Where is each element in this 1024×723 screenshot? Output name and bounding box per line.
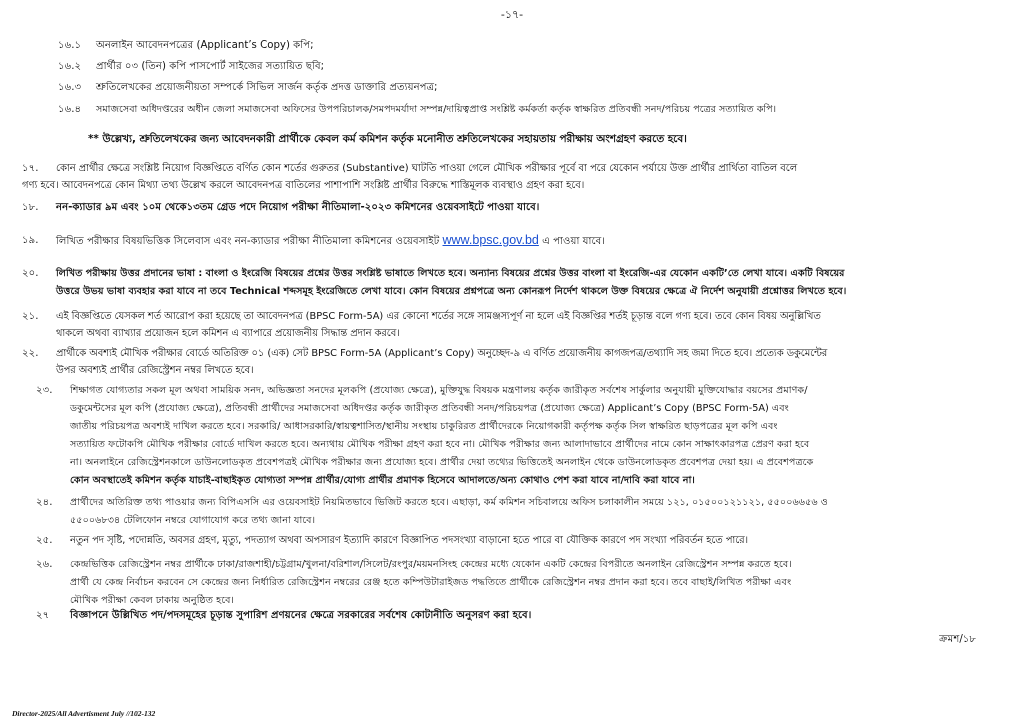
item-line: বিজ্ঞাপনে উল্লিখিত পদ/পদসমূহের চূড়ান্ত সুপারিশ প্রণয়নের ক্ষেত্রে সরকারের সর্বশেষ কোটানীতি অনুসরণ করা হবে। bbox=[70, 610, 532, 621]
item-line: থাকলে অথবা ব্যাখ্যার প্রয়োজন হলে কমিশন এ ব্যাপারে প্রয়োজনীয় সিদ্ধান্ত প্রদান করবে। bbox=[56, 328, 400, 339]
item-line: কোন অবস্থাতেই কমিশন কর্তৃক যাচাই-বাছাইকৃত যোগ্যতা সম্পন্ন প্রার্থীর/যোগ্য প্রার্থীর প্রমাণক হিসেবে আদালতে/অন্য কোথাও পেশ করা যাবে না/দাবি করা যাবে না। bbox=[70, 475, 695, 486]
item-number: ২৭ bbox=[36, 610, 50, 621]
continued-marker: ক্রমশ/১৮ bbox=[939, 634, 976, 645]
item-line: ডকুমেন্টসের মূল কপি (প্রযোজ্য ক্ষেত্রে), প্রতিবন্ধী প্রার্থীদের সমাজসেবা অধিদপ্তর কর্তৃক জারীকৃত প্রতিবন্ধী সনদ/পরিচয়পত্র (প্রযোজ্য ক্ষেত্রে) Applicant’s Copy (BPSC Form-5A) এবং bbox=[70, 403, 789, 414]
note: ** উল্লেখ্য, শ্রুতিলেখকের জন্য আবেদনকারী প্রার্থীকে কেবল কর্ম কমিশন কর্তৃক মনোনীত শ্রুতিলেখকের সহায়তায় পরীক্ষায় অংশগ্রহণ করতে হবে। bbox=[88, 133, 687, 145]
item-number: ১৯. bbox=[22, 235, 39, 246]
item-number: ২১. bbox=[22, 311, 39, 322]
page-number: -১৭- bbox=[500, 8, 524, 21]
item-number: ১৮. bbox=[22, 202, 39, 213]
item-line: লিখিত পরীক্ষায় উত্তর প্রদানের ভাষা : বাংলা ও ইংরেজি বিষয়ের প্রশ্নের উত্তর সংশ্লিষ্ট ভাষাতে লিখতে হবে। অন্যান্য বিষয়ের প্রশ্নের উত্তর বাংলা বা ইংরেজি-এর যেকোন একটি’তে লেখা যাবে। একটি বিষয়ের bbox=[56, 268, 845, 279]
item-line: কোন প্রার্থীর ক্ষেত্রে সংশ্লিষ্ট নিয়োগ বিজ্ঞপ্তিতে বর্ণিত কোন শর্তের গুরুতর (Substantive) ঘাটতি পাওয়া গেলে মৌখিক পরীক্ষার পূর্বে বা পরে যেকোন পর্যায়ে উক্ত প্রার্থীর প্রার্থিতা বাতিল বলে bbox=[56, 163, 798, 174]
item-number: ২০. bbox=[22, 268, 39, 279]
item-line: এই বিজ্ঞপ্তিতে যেসকল শর্ত আরোপ করা হয়েছে তা আবেদনপত্র (BPSC Form-5A) এর কোনো শর্তের সঙ্গে সামঞ্জস্যপূর্ণ না হলে এই বিজ্ঞপ্তির শর্তই চূড়ান্ত বলে গণ্য হবে। তবে কোন বিষয় অনুল্লিখিত bbox=[56, 311, 821, 322]
item-number: ২২. bbox=[22, 348, 39, 359]
item-line: মৌখিক পরীক্ষা কেবল ঢাকায় অনুষ্ঠিত হবে। bbox=[70, 595, 234, 606]
item-line: জাতীয় পরিচয়পত্র অবশ্যই দাখিল করতে হবে। সরকারি/ আধাসরকারি/স্বায়ত্বশাসিত/স্থানীয় সংস্থায় চাকুরিরত প্রার্থীদেরকে নিয়োগকারী কর্তৃপক্ষ কর্তৃক সিল স্বাক্ষরিত ছাড়পত্রের মূল কপি এবং bbox=[70, 421, 778, 432]
item-number: ২৬. bbox=[36, 559, 53, 570]
item-line: গণ্য হবে। আবেদনপত্রে কোন মিথ্যা তথ্য উল্লেখ করলে আবেদনপত্র বাতিলের পাশাপাশি সংশ্লিষ্ট প্রার্থীর বিরুদ্ধে শাস্তিমূলক ব্যবস্থাও গ্রহণ করা হবে। bbox=[22, 180, 585, 191]
subitem-text: প্রার্থীর ০৩ (তিন) কপি পাসপোর্ট সাইজের সত্যায়িত ছবি; bbox=[96, 61, 325, 72]
item-line: নন-ক্যাডার ৯ম এবং ১০ম থেকে১৩তম গ্রেড পদে নিয়োগ পরীক্ষা নীতিমালা-২০২৩ কমিশনের ওয়েবসাইটে পাওয়া যাবে। bbox=[56, 202, 540, 213]
website-link[interactable]: www.bpsc.gov.bd bbox=[442, 233, 539, 247]
subitem-text: অনলাইন আবেদনপত্রের (Applicant’s Copy) কপি; bbox=[96, 40, 314, 51]
item-number: ১৭. bbox=[22, 163, 39, 174]
item-line: উপর অবশ্যই প্রার্থীর রেজিস্ট্রেশন নম্বর লিখতে হবে। bbox=[56, 365, 254, 376]
item-line: না। অনলাইনে রেজিস্ট্রেশনকালে ডাউনলোডকৃত প্রবেশপত্রই মৌখিক পরীক্ষার জন্য প্রযোজ্য হবে। প্রার্থীর দেয়া তথ্যের ভিত্তিতেই অনলাইন থেকে ডাউনলোডকৃত প্রবেশপত্র দেয়া হয়। এ প্রবেশপত্রকে bbox=[70, 457, 814, 468]
item-text: এ পাওয়া যাবে। bbox=[538, 236, 605, 247]
item-line: উত্তরে উভয় ভাষা ব্যবহার করা যাবে না তবে Technical শব্দসমূহ ইংরেজিতে লেখা যাবে। কোন বিষয়ের প্রশ্নপত্রে অন্য কোনরূপ নির্দেশ থাকলে উক্ত বিষয়ের ক্ষেত্রে ঐ নির্দেশ অনুযায়ী প্রশ্নোত্তর লিখতে হবে। bbox=[56, 286, 847, 297]
subitem-number: ১৬.৪ bbox=[58, 104, 82, 115]
item-line: শিক্ষাগত যোগ্যতার সকল মূল অথবা সাময়িক সনদ, অভিজ্ঞতা সনদের মূলকপি (প্রযোজ্য ক্ষেত্রে), মুক্তিযুদ্ধ বিষয়ক মন্ত্রণালয় কর্তৃক জারীকৃত সর্বশেষ সার্কুলার অনুযায়ী মুক্তিযোদ্ধার বয়সের প্রমাণক/ bbox=[70, 385, 808, 396]
subitem-number: ১৬.১ bbox=[58, 40, 82, 51]
item-line: কেন্দ্রভিত্তিক রেজিস্ট্রেশন নম্বর প্রার্থীকে ঢাকা/রাজশাহী/চট্টগ্রাম/খুলনা/বরিশাল/সিলেট/রংপুর/ময়মনসিংহ কেন্দ্রের মধ্যে যেকোন একটি কেন্দ্রের বিপরীতে অনলাইন রেজিস্ট্রেশন সম্পন্ন করতে হবে। bbox=[70, 559, 792, 570]
subitem-text: শ্রুতিলেখকের প্রয়োজনীয়তা সম্পর্কে সিভিল সার্জন কর্তৃক প্রদত্ত ডাক্তারি প্রত্যয়নপত্র; bbox=[96, 82, 438, 93]
item-line: প্রার্থী যে কেন্দ্র নির্বাচন করবেন সে কেন্দ্রের জন্য নির্ধারিত রেজিস্ট্রেশন নম্বরের রেঞ্জ হতে কম্পিউটারাইজড পদ্ধতিতে প্রার্থীকে রেজিস্ট্রেশন নম্বর প্রদান করা হবে। তবে বাছাই/লিখিত পরীক্ষা এবং bbox=[70, 577, 792, 588]
item-line: প্রার্থীকে অবশ্যই মৌখিক পরীক্ষার বোর্ডে অতিরিক্ত ০১ (এক) সেট BPSC Form-5A (Applicant’s Copy) অনুচ্ছেদ-৯ এ বর্ণিত প্রয়োজনীয় কাগজপত্র/তথ্যাদি সহ জমা দিতে হবে। প্রত্যেক ডকুমেন্টের bbox=[56, 348, 828, 359]
item-number: ২৫. bbox=[36, 535, 53, 546]
item-text: লিখিত পরীক্ষার বিষয়ভিত্তিক সিলেবাস এবং নন-ক্যাডার পরীক্ষা নীতিমালা কমিশনের ওয়েবসাইট bbox=[56, 236, 443, 247]
item-number: ২৪. bbox=[36, 497, 53, 508]
item-number: ২৩. bbox=[36, 385, 53, 396]
item-line bbox=[56, 232, 605, 250]
item-line: নতুন পদ সৃষ্টি, পদোন্নতি, অবসর গ্রহণ, মৃত্যু, পদত্যাগ অথবা অপসারণ ইত্যাদি কারণে বিজ্ঞাপিত পদসংখ্যা বাড়ানো হতে পারে বা যৌক্তিক কারণে পদ সংখ্যা পরিবর্তন হতে পারে। bbox=[70, 535, 749, 546]
subitem-text: সমাজসেবা অধিদপ্তরের অধীন জেলা সমাজসেবা অফিসের উপপরিচালক/সমপদমর্যাদা সম্পন্ন/দায়িত্বপ্রাপ্ত সংশ্লিষ্ট কর্মকর্তা কর্তৃক স্বাক্ষরিত প্রতিবন্ধী সনদ/পরিচয় পত্রের সত্যায়িত কপি। bbox=[96, 104, 777, 115]
subitem-number: ১৬.২ bbox=[58, 61, 82, 72]
item-line: ৫৫০০৬৮৩৪ টেলিফোন নম্বরে যোগাযোগ করে তথ্য জানা যাবে। bbox=[70, 515, 316, 526]
subitem-number: ১৬.৩ bbox=[58, 82, 82, 93]
item-line: প্রার্থীদের অতিরিক্ত তথ্য পাওয়ার জন্য বিপিএসসি এর ওয়েবসাইট নিয়মিতভাবে ভিজিট করতে হবে। এছাড়া, কর্ম কমিশন সচিবালয়ে অফিস চলাকালীন সময়ে ১২১, ০১৫০০১২১১২১, ৫৫০০৬৬৫৬ ও bbox=[70, 497, 828, 508]
footer-reference: Director-2025/All Advertisment July //102-132 bbox=[12, 709, 156, 718]
item-line: সত্যায়িত ফটোকপি মৌখিক পরীক্ষার বোর্ডে দাখিল করতে হবে। অন্যথায় মৌখিক পরীক্ষা গ্রহণ করা হবে না। মৌখিক পরীক্ষার জন্য আলাদাভাবে প্রার্থীদের নামে কোন সাক্ষাৎকারপত্র প্রেরণ করা হবে bbox=[70, 439, 810, 450]
